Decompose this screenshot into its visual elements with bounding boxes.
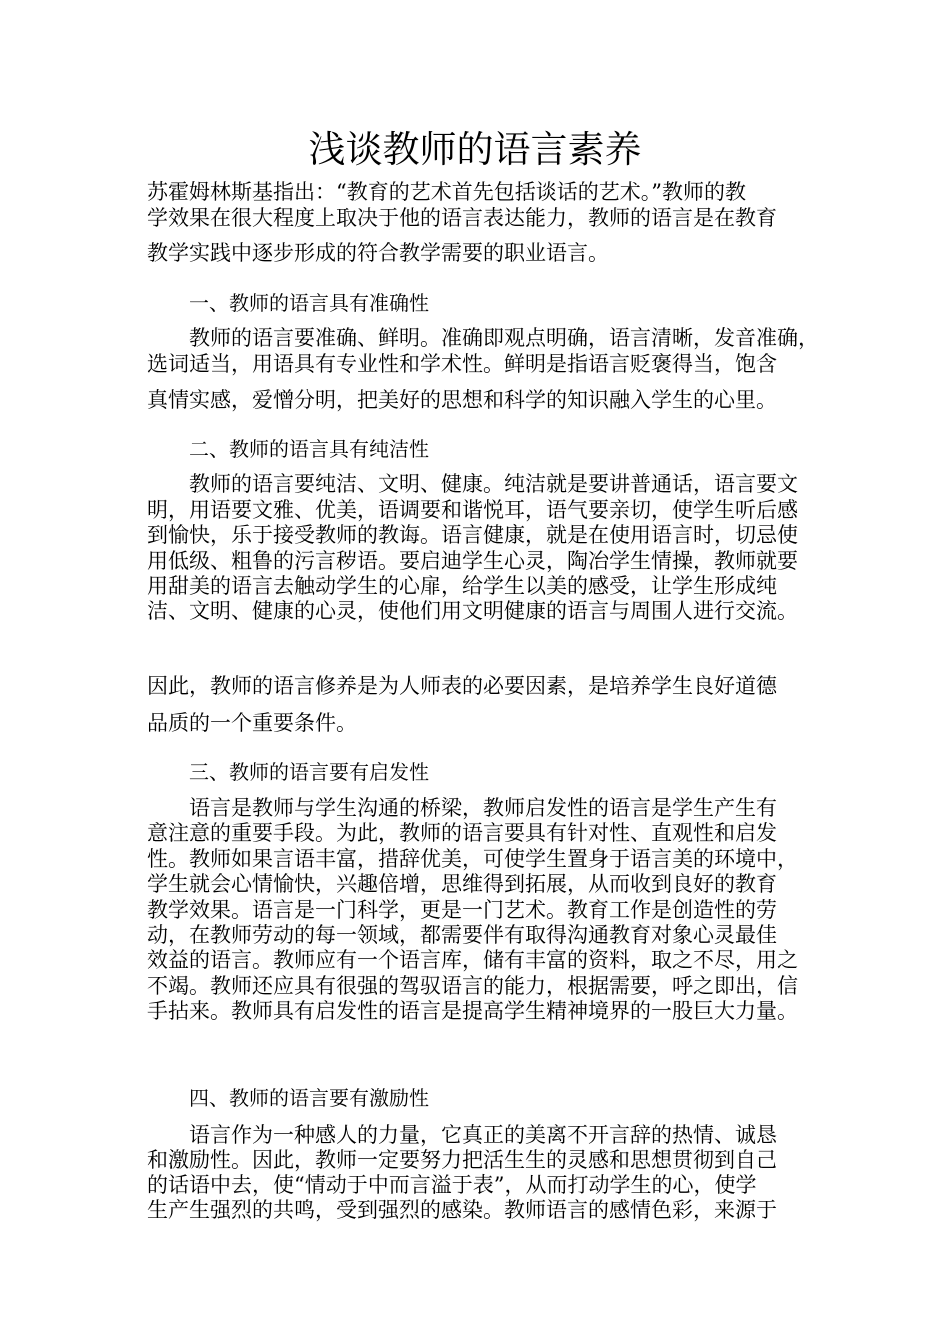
paragraph-line: 教学效果。语言是一门科学，更是一门艺术。教育工作是创造性的劳 [147, 898, 777, 922]
paragraph-line: 手拈来。教师具有启发性的语言是提高学生精神境界的一股巨大力量。 [147, 999, 798, 1023]
paragraph-line: 教师的语言要准确、鲜明。准确即观点明确，语言清晰，发音准确， [189, 326, 819, 350]
paragraph-line: 选词适当，用语具有专业性和学术性。鲜明是指语言贬褒得当，饱含 [147, 352, 777, 376]
paragraph-line: 生产生强烈的共鸣，受到强烈的感染。教师语言的感情色彩，来源于 [147, 1198, 777, 1222]
conclusion-line: 因此，教师的语言修养是为人师表的必要因素，是培养学生良好道德 [147, 674, 777, 698]
paragraph-line: 性。教师如果言语丰富，措辞优美，可使学生置身于语言美的环境中， [147, 847, 798, 871]
section-heading: 四、教师的语言要有激励性 [189, 1086, 429, 1110]
paragraph-line: 用甜美的语言去触动学生的心扉，给学生以美的感受，让学生形成纯 [147, 574, 777, 598]
paragraph-line: 用低级、粗鲁的污言秽语。要启迪学生心灵，陶冶学生情操，教师就要 [147, 549, 798, 573]
paragraph-line: 不竭。教师还应具有很强的驾驭语言的能力，根据需要，呼之即出，信 [147, 974, 798, 998]
paragraph-line: 动，在教师劳动的每一领域，都需要伴有取得沟通教育对象心灵最佳 [147, 923, 777, 947]
paragraph-line: 语言作为一种感人的力量，它真正的美离不开言辞的热情、诚恳 [189, 1123, 777, 1147]
section-heading: 三、教师的语言要有启发性 [189, 760, 429, 784]
paragraph-line: 效益的语言。教师应有一个语言库，储有丰富的资料，取之不尽，用之 [147, 948, 798, 972]
paragraph-line: 洁、文明、健康的心灵，使他们用文明健康的语言与周围人进行交流。 [147, 599, 798, 623]
conclusion-line: 品质的一个重要条件。 [147, 711, 357, 735]
intro-line: 教学实践中逐步形成的符合教学需要的职业语言。 [147, 241, 609, 265]
paragraph-line: 语言是教师与学生沟通的桥梁，教师启发性的语言是学生产生有 [189, 796, 777, 820]
intro-line: 学效果在很大程度上取决于他的语言表达能力，教师的语言是在教育 [147, 206, 777, 230]
section-heading: 一、教师的语言具有准确性 [189, 291, 429, 315]
intro-line: 苏霍姆林斯基指出：“教育的艺术首先包括谈话的艺术。”教师的教 [147, 180, 746, 204]
paragraph-line: 学生就会心情愉快，兴趣倍增，思维得到拓展，从而收到良好的教育 [147, 872, 777, 896]
paragraph-line: 教师的语言要纯洁、文明、健康。纯洁就是要讲普通话，语言要文 [189, 472, 798, 496]
paragraph-line: 到愉快，乐于接受教师的教诲。语言健康，就是在使用语言时，切忌使 [147, 523, 798, 547]
section-heading: 二、教师的语言具有纯洁性 [189, 437, 429, 461]
paragraph-line: 真情实感，爱憎分明，把美好的思想和科学的知识融入学生的心里。 [147, 388, 777, 412]
document-title: 浅谈教师的语言素养 [308, 128, 642, 171]
paragraph-line: 和激励性。因此，教师一定要努力把活生生的灵感和思想贯彻到自己 [147, 1148, 777, 1172]
paragraph-line: 意注意的重要手段。为此，教师的语言要具有针对性、直观性和启发 [147, 821, 777, 845]
paragraph-line: 的话语中去，使“情动于中而言溢于表”，从而打动学生的心，使学 [147, 1173, 757, 1197]
paragraph-line: 明，用语要文雅、优美，语调要和谐悦耳，语气要亲切，使学生听后感 [147, 498, 798, 522]
